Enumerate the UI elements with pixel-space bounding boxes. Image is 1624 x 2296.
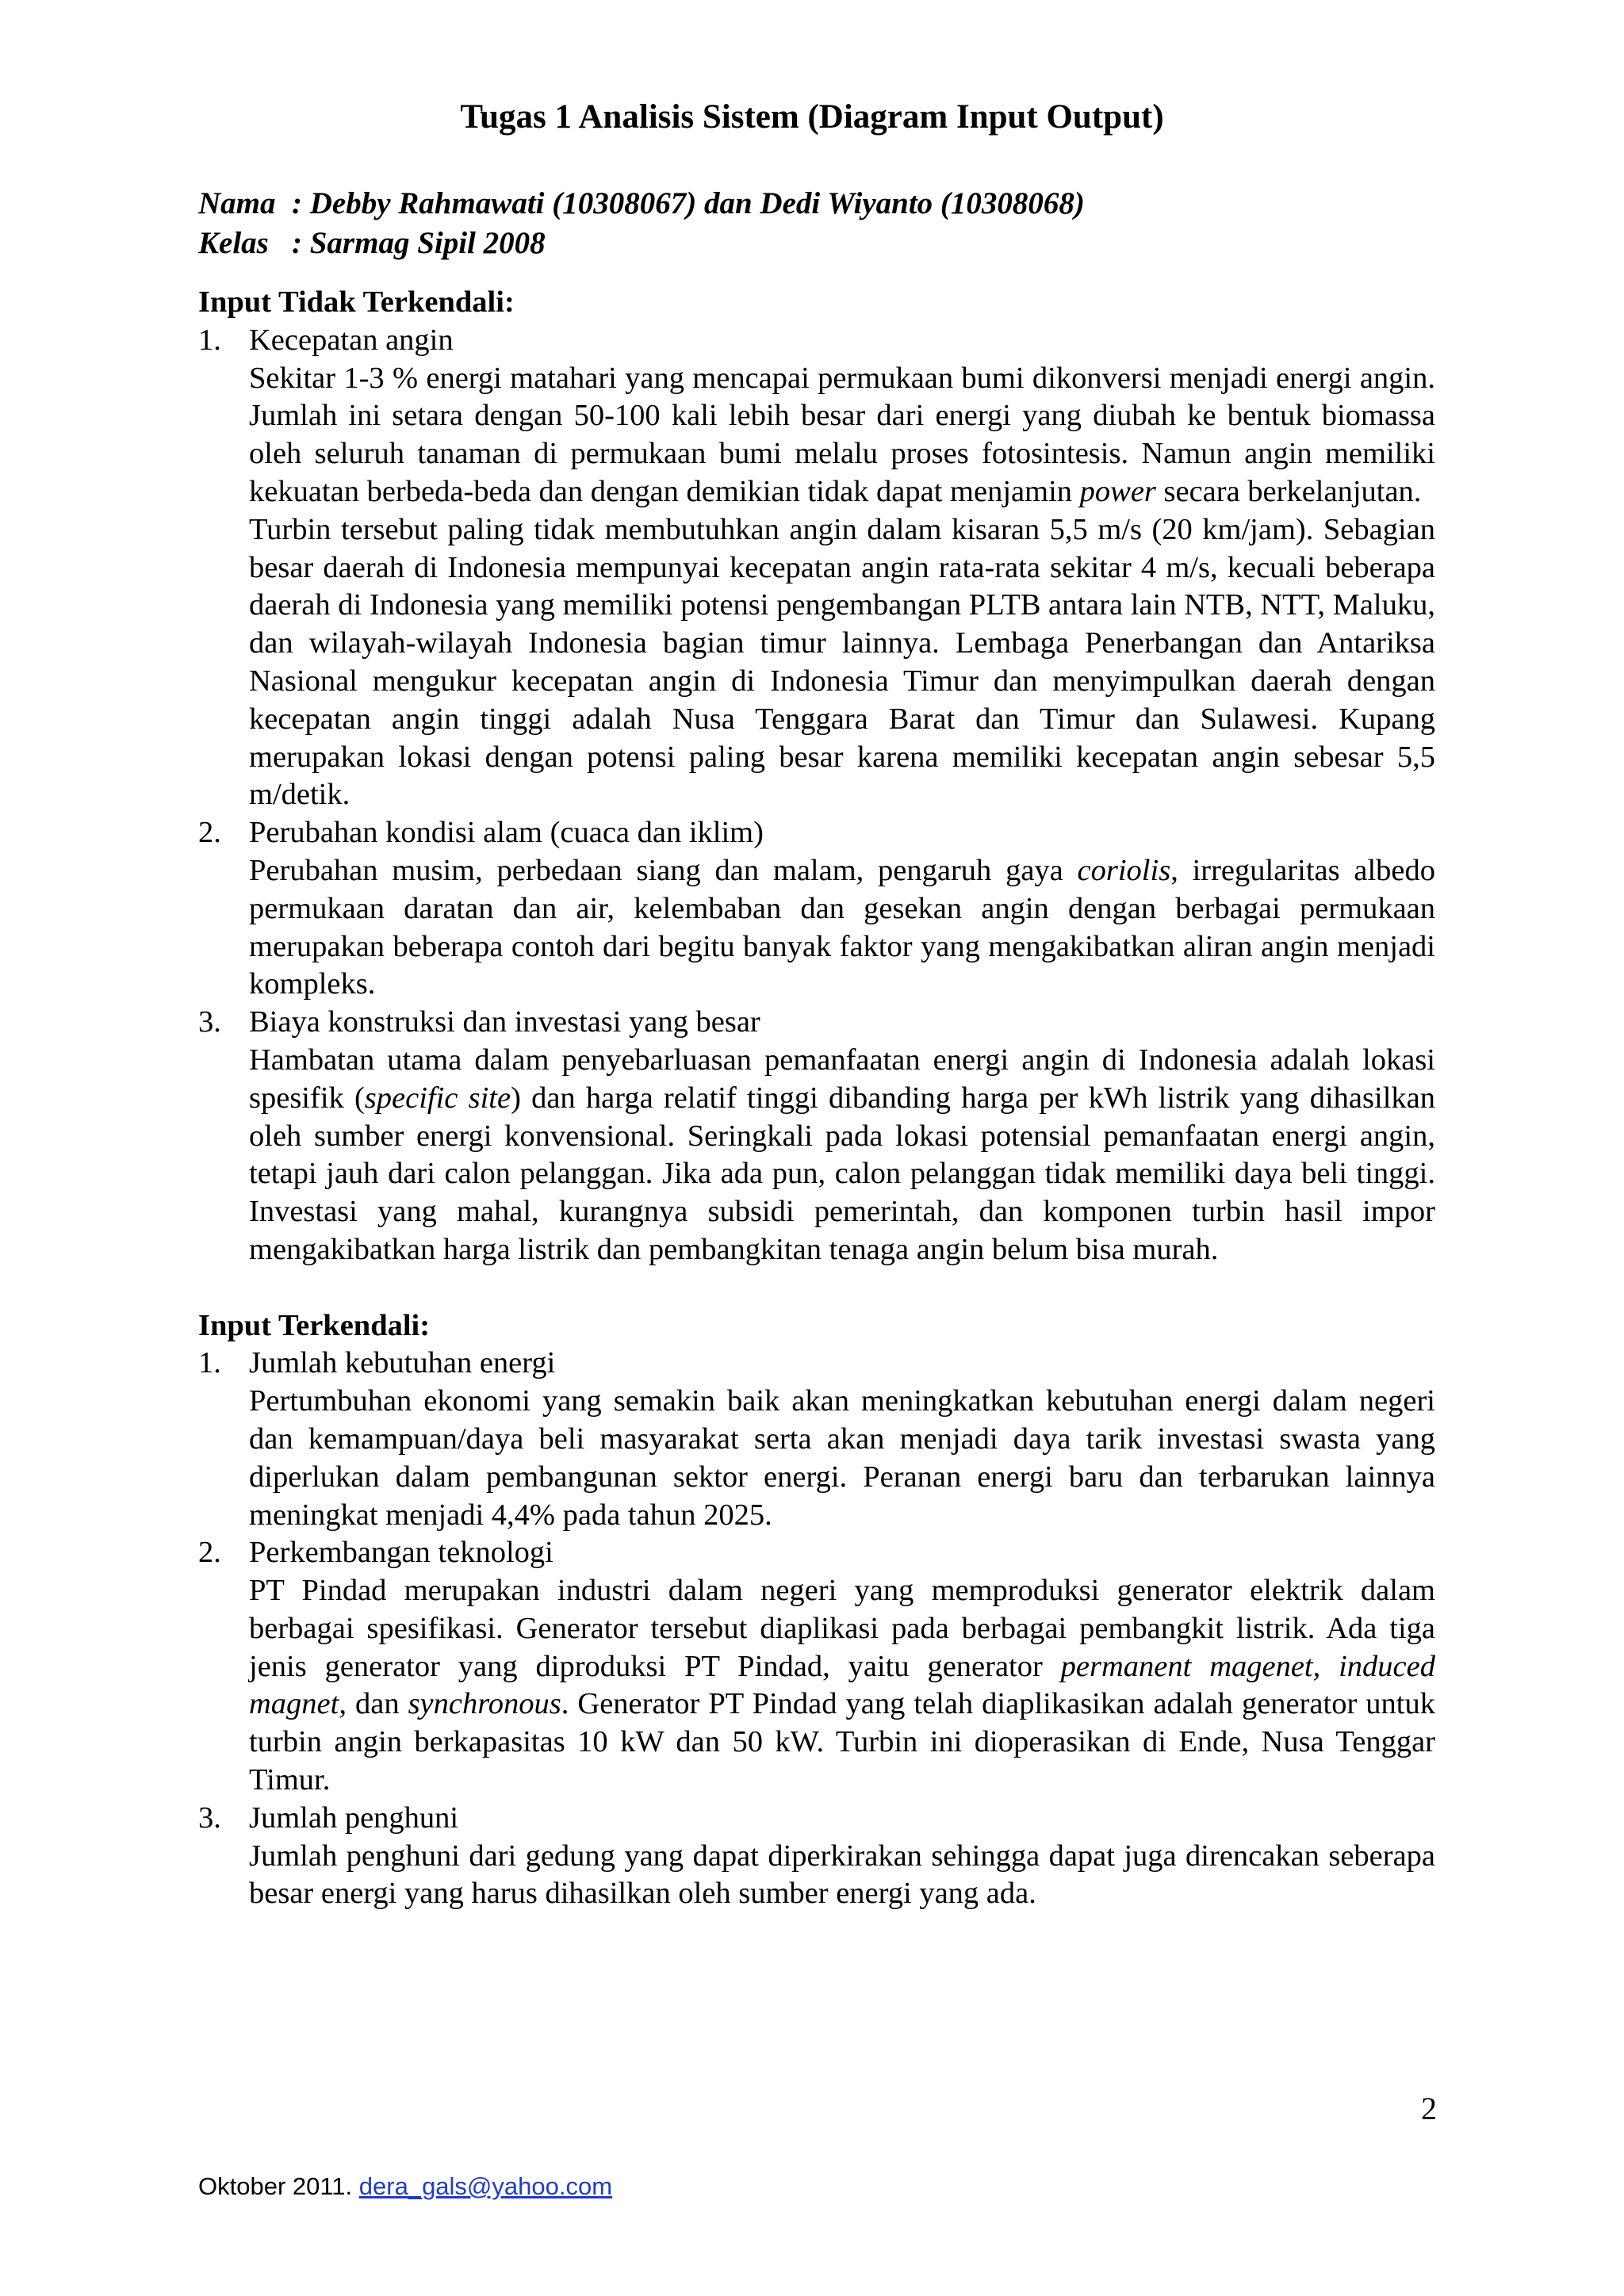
footer-text: Oktober 2011.	[198, 2172, 359, 2200]
item-title: Jumlah kebutuhan energi	[249, 1346, 556, 1380]
page-title: Tugas 1 Analisis Sistem (Diagram Input Output)	[460, 98, 1164, 136]
item-number: 1.	[198, 323, 221, 357]
name-label: Nama	[198, 186, 276, 220]
list-item	[198, 322, 1435, 814]
text-run: ) dan harga relatif tinggi dibanding harga per kWh listrik yang dihasilkan oleh sumber energi konvensional. Seringkali pada lokasi potensial pemanfaatan energi angin, tetapi jauh dari calon pelanggan. Jika ada pun, calon pelanggan tidak memiliki daya beli tinggi. Investasi yang mahal, kurangnya subsidi pemerintah, dan komponen turbin hasil impor mengakibatkan harga listrik dan pembangkitan tenaga angin belum bisa murah.	[249, 1081, 1435, 1266]
italic-term: permanent magenet, induced magnet,	[249, 1649, 1435, 1721]
text-run: dan	[346, 1687, 408, 1721]
italic-term: power	[1079, 474, 1156, 508]
text-run: Perubahan musim, perbedaan siang dan malam, pengaruh gaya	[249, 853, 1078, 887]
item-paragraph	[249, 360, 1435, 511]
list-item	[198, 1345, 1435, 1534]
item-title: Perubahan kondisi alam (cuaca dan iklim)	[249, 816, 764, 850]
footer	[198, 2171, 612, 2202]
email-link[interactable]: dera_gals@yahoo.com	[358, 2172, 613, 2200]
class-label: Kelas	[198, 226, 269, 260]
name-value: : Debby Rahmawati (10308067) dan Dedi Wiyanto (10308068)	[292, 186, 1085, 220]
list-item	[198, 1004, 1435, 1269]
italic-term: specific site	[364, 1081, 511, 1115]
class-value: : Sarmag Sipil 2008	[292, 226, 546, 260]
text-run: Sekitar 1-3 % energi matahari yang mencapai permukaan bumi dikonversi menjadi energi angin. Jumlah ini setara dengan 50-100 kali lebih besar dari energi yang diubah ke bentuk biomassa oleh seluruh tanaman di permukaan bumi melalu proses fotosintesis. Namun angin memiliki kekuatan berbeda-beda dan dengan demikian tidak dapat menjamin	[249, 361, 1435, 508]
text-run: . Generator PT Pindad yang telah diaplikasikan adalah generator untuk turbin angin berkapasitas 10 kW dan 50 kW. Turbin ini dioperasikan di Ende, Nusa Tenggar Timur.	[249, 1687, 1435, 1797]
name-row	[198, 184, 1085, 224]
text-run: , irregularitas albedo permukaan daratan dan air, kelembaban dan gesekan angin dengan berbagai permukaan merupakan beberapa contoh dari begitu banyak faktor yang mengakibatkan aliran angin menjadi kompleks.	[249, 853, 1435, 1001]
page-number: 2	[1421, 2091, 1437, 2126]
item-paragraph	[249, 1572, 1435, 1800]
section-heading-uncontrolled: Input Tidak Terkendali:	[198, 285, 515, 319]
document-body	[198, 284, 1435, 1913]
section-heading-controlled: Input Terkendali:	[198, 1308, 431, 1342]
item-title: Kecepatan angin	[249, 323, 454, 357]
italic-term: synchronous	[408, 1687, 561, 1721]
item-paragraph: Pertumbuhan ekonomi yang semakin baik akan meningkatkan kebutuhan energi dalam negeri dan kemampuan/daya beli masyarakat serta akan menjadi daya tarik investasi swasta yang diperlukan dalam pembangunan sektor energi. Peranan energi baru dan terbarukan lainnya meningkat menjadi 4,4% pada tahun 2025.	[249, 1384, 1435, 1532]
item-paragraph	[249, 852, 1435, 1004]
list-item	[198, 1534, 1435, 1800]
text-run: secara berkelanjutan.	[1155, 474, 1422, 508]
item-number: 1.	[198, 1346, 221, 1380]
author-meta	[198, 184, 1085, 263]
text-run: Hambatan utama dalam penyebarluasan pemanfaatan energi angin di Indonesia adalah lokasi spesifik (	[249, 1043, 1435, 1115]
item-title: Biaya konstruksi dan investasi yang besar	[249, 1005, 760, 1039]
item-number: 3.	[198, 1005, 221, 1039]
item-paragraph: Turbin tersebut paling tidak membutuhkan angin dalam kisaran 5,5 m/s (20 km/jam). Sebagian besar daerah di Indonesia mempunyai kecepatan angin rata-rata sekitar 4 m/s, kecuali beberapa daerah di Indonesia yang memiliki potensi pengembangan PLTB antara lain NTB, NTT, Maluku, dan wilayah-wilayah Indonesia bagian timur lainnya. Lembaga Penerbangan dan Antariksa Nasional mengukur kecepatan angin di Indonesia Timur dan menyimpulkan daerah dengan kecepatan angin tinggi adalah Nusa Tenggara Barat dan Timur dan Sulawesi. Kupang merupakan lokasi dengan potensi paling besar karena memiliki kecepatan angin sebesar 5,5 m/detik.	[249, 512, 1435, 812]
item-paragraph: Jumlah penghuni dari gedung yang dapat diperkirakan sehingga dapat juga direncakan seberapa besar energi yang harus dihasilkan oleh sumber energi yang ada.	[249, 1839, 1435, 1911]
item-paragraph	[249, 1042, 1435, 1269]
list-item	[198, 1800, 1435, 1913]
class-row	[198, 224, 1085, 263]
item-number: 2.	[198, 1536, 221, 1570]
item-title: Perkembangan teknologi	[249, 1536, 553, 1570]
italic-term: coriolis	[1077, 853, 1171, 887]
item-number: 3.	[198, 1800, 221, 1835]
item-title: Jumlah penghuni	[249, 1800, 459, 1835]
item-number: 2.	[198, 816, 221, 850]
text-run: PT Pindad merupakan industri dalam negeri yang memproduksi generator elektrik dalam berbagai spesifikasi. Generator tersebut diaplikasi pada berbagai pembangkit listrik. Ada tiga jenis generator yang diproduksi PT Pindad, yaitu generator	[249, 1574, 1435, 1683]
list-item	[198, 814, 1435, 1004]
